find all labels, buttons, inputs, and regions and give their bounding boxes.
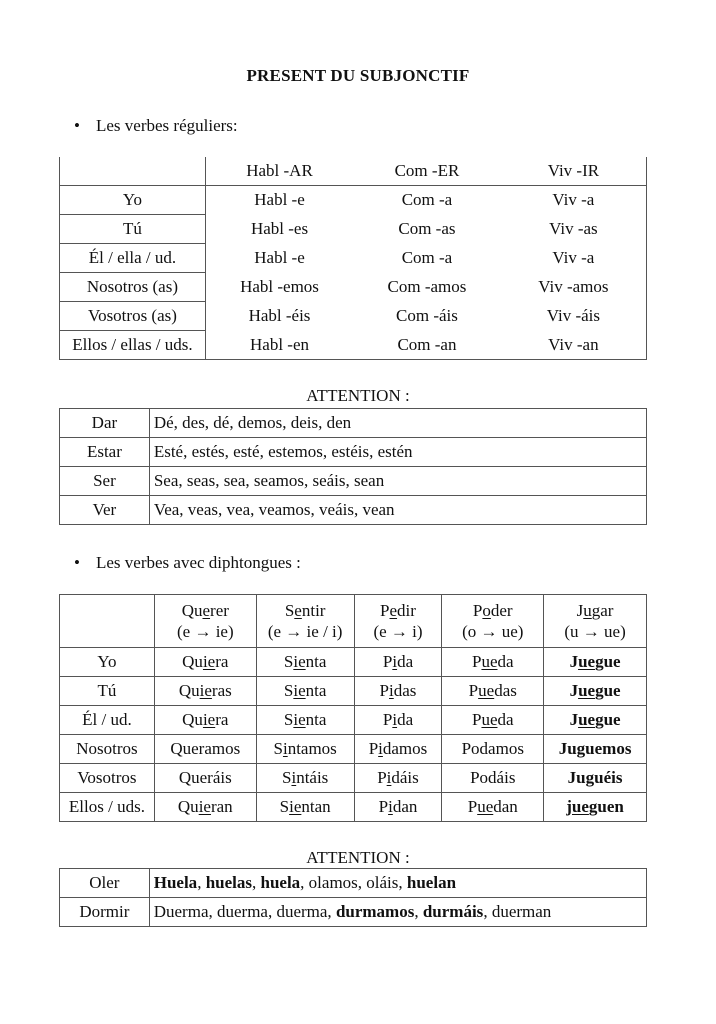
conjugation-cell <box>544 677 647 706</box>
word-part: dáis <box>391 768 419 787</box>
word-part: Qu <box>181 601 203 620</box>
conjugation-cell <box>354 677 442 706</box>
stem-vowel: e <box>294 601 302 620</box>
forms-cell: Vea, veas, vea, veamos, veáis, vean <box>149 496 646 525</box>
conjugation-cell: Com -an <box>353 331 501 360</box>
word-part: Qu <box>182 710 203 729</box>
word-part: das <box>494 681 517 700</box>
conjugation-cell: Com -a <box>401 248 453 267</box>
verb-cell: Ver <box>60 496 150 525</box>
stem-vowel: i <box>291 768 297 787</box>
word-part: P <box>377 768 387 787</box>
conjugation-cell: Habl -en <box>205 331 353 360</box>
word-part: S <box>281 768 292 787</box>
stem-change: (e → ie / i) <box>267 622 343 641</box>
stem-vowel: ue <box>578 652 596 671</box>
word-part: gue <box>595 652 621 671</box>
pronoun-cell: Él / ud. <box>60 706 155 735</box>
diphthong-verbs-table <box>59 594 647 822</box>
word-part: P <box>471 652 482 671</box>
table-row <box>60 793 647 822</box>
pronoun-cell: Ellos / ellas / uds. <box>60 331 206 360</box>
table-row <box>60 898 647 927</box>
table-corner-cell <box>60 157 206 186</box>
pronoun-cell: Ellos / uds. <box>60 793 155 822</box>
conjugation-cell: Habl -e <box>205 244 353 273</box>
conjugation-cell <box>544 706 647 735</box>
stem-vowel: i <box>386 768 392 787</box>
word-part: S <box>283 710 294 729</box>
word-part: nta <box>305 652 327 671</box>
conjugation-cell <box>354 735 442 764</box>
form-segment: , <box>197 873 206 892</box>
stem-change: (o → ue) <box>462 622 524 641</box>
conjugation-cell: Com -amos <box>387 277 467 296</box>
word-part: ras <box>211 681 232 700</box>
conjugation-cell: Viv -as <box>501 215 647 244</box>
word-part: da <box>497 710 514 729</box>
stem-vowel: u <box>583 601 592 620</box>
table-row <box>60 648 647 677</box>
word-part: dir <box>397 601 416 620</box>
form-segment: huela <box>260 873 301 892</box>
form-segment: Duerma, duerma, duerma, <box>153 902 336 921</box>
table-row <box>60 438 647 467</box>
stem-change: (u → ue) <box>564 622 626 641</box>
stem-vowel: jue <box>566 797 589 816</box>
verb-infinitive <box>261 600 350 621</box>
word-part: P <box>468 681 479 700</box>
conjugation-cell: Com -a <box>401 190 453 210</box>
table-row <box>60 496 647 525</box>
stem-vowel: ie <box>199 681 212 700</box>
word-part: der <box>490 601 513 620</box>
conjugation-cell <box>354 793 442 822</box>
word-part: ntáis <box>296 768 329 787</box>
stem-vowel: ie <box>293 652 306 671</box>
pronoun-cell: Él / ella / ud. <box>60 244 206 273</box>
table-corner-cell <box>60 595 155 648</box>
verb-cell: Ser <box>60 467 150 496</box>
verb-cell: Dormir <box>60 898 150 927</box>
verb-cell: Oler <box>60 869 150 898</box>
word-part: P <box>382 710 393 729</box>
word-part: da <box>497 652 514 671</box>
word-part: S <box>284 601 295 620</box>
word-part: J <box>576 601 584 620</box>
conjugation-cell <box>442 764 544 793</box>
conjugation-cell <box>154 764 256 793</box>
word-part: guen <box>588 797 624 816</box>
stem-vowel: ie <box>202 652 216 671</box>
conjugation-cell <box>354 764 442 793</box>
form-segment: huelan <box>406 873 457 892</box>
table-row <box>60 244 647 273</box>
forms-cell <box>149 869 646 898</box>
stem-vowel: o <box>482 601 491 620</box>
pronoun-cell: Yo <box>60 648 155 677</box>
word-part: P <box>380 601 390 620</box>
form-segment: , duerman <box>483 902 552 921</box>
table-row <box>60 467 647 496</box>
word-part: ntan <box>301 797 331 816</box>
conjugation-cell: Com -áis <box>396 306 458 325</box>
word-part: Juguéis <box>567 768 623 787</box>
form-segment: , olamos, oláis, <box>300 873 407 892</box>
form-segment: Huela <box>153 873 198 892</box>
forms-cell <box>149 898 646 927</box>
word-part: Queramos <box>170 739 241 758</box>
conjugation-cell <box>154 793 256 822</box>
regular-verbs-table <box>59 157 647 360</box>
stem-vowel: e <box>389 601 398 620</box>
table-row <box>60 302 647 331</box>
stem-vowel: ue <box>478 681 495 700</box>
table-row <box>60 677 647 706</box>
verb-infinitive <box>359 600 438 621</box>
conjugation-cell <box>442 677 544 706</box>
word-part: J <box>569 710 579 729</box>
stem-vowel: i <box>388 797 393 816</box>
word-part: J <box>569 681 579 700</box>
conjugation-cell <box>442 735 544 764</box>
verb-cell: Dar <box>60 409 150 438</box>
stem-change: (e → ie) <box>176 622 234 641</box>
table-row <box>60 869 647 898</box>
table-row <box>60 409 647 438</box>
table-row <box>60 735 647 764</box>
conjugation-cell <box>442 706 544 735</box>
conjugation-cell: Habl -es <box>205 215 353 244</box>
word-part: J <box>569 652 579 671</box>
forms-cell: Esté, estés, esté, estemos, estéis, estén <box>149 438 646 467</box>
pronoun-cell: Tú <box>60 215 206 244</box>
stem-change: (e → i) <box>373 622 423 641</box>
conjugation-cell <box>154 735 256 764</box>
conjugation-cell: Viv -a <box>501 186 647 215</box>
conjugation-cell: Viv -an <box>501 331 647 360</box>
pronoun-cell: Vosotros (as) <box>60 302 206 331</box>
section-heading-regular <box>74 116 238 136</box>
section-heading-text: Les verbes avec diphtongues : <box>96 553 301 572</box>
stem-vowel: ue <box>578 681 596 700</box>
stem-vowel: i <box>392 710 398 729</box>
word-part: da <box>397 710 414 729</box>
conjugation-cell: Habl -emos <box>205 273 353 302</box>
conjugation-cell <box>256 793 354 822</box>
word-part: Podamos <box>461 739 524 758</box>
word-part: P <box>382 652 393 671</box>
conjugation-cell <box>154 677 256 706</box>
word-part: rer <box>210 601 229 620</box>
column-header: Viv -IR <box>501 157 647 186</box>
stem-vowel: i <box>392 652 398 671</box>
conjugation-cell <box>256 648 354 677</box>
conjugation-cell: Viv -amos <box>501 273 647 302</box>
stem-vowel: e <box>202 601 211 620</box>
column-header <box>256 595 354 648</box>
word-part: Juguemos <box>558 739 632 758</box>
conjugation-cell: Com -as <box>398 219 456 238</box>
pronoun-cell: Vosotros <box>60 764 155 793</box>
form-segment: durmáis <box>422 902 484 921</box>
stem-vowel: ie <box>289 797 302 816</box>
conjugation-cell <box>544 793 647 822</box>
conjugation-cell <box>354 648 442 677</box>
column-header <box>442 595 544 648</box>
form-segment: durmamos <box>335 902 415 921</box>
bullet: • <box>74 553 80 572</box>
stem-change-verbs-table <box>59 868 647 927</box>
column-header <box>354 595 442 648</box>
column-header: Habl -AR <box>205 157 353 186</box>
attention-label: ATTENTION : <box>306 386 410 405</box>
section-heading-diphthong <box>74 553 301 573</box>
stem-vowel: i <box>389 681 394 700</box>
word-part: P <box>471 710 482 729</box>
word-part: gar <box>591 601 614 620</box>
conjugation-cell: Viv -áis <box>501 302 647 331</box>
word-part: ra <box>215 710 229 729</box>
column-header <box>154 595 256 648</box>
word-part: Podáis <box>470 768 516 787</box>
conjugation-cell <box>256 677 354 706</box>
conjugation-cell: Viv -a <box>501 244 647 273</box>
word-part: S <box>273 739 283 758</box>
verb-infinitive <box>548 600 642 621</box>
word-part: P <box>467 797 478 816</box>
verb-infinitive <box>159 600 252 621</box>
table-row <box>60 273 647 302</box>
word-part: Qu <box>182 652 203 671</box>
forms-cell: Dé, des, dé, demos, deis, den <box>149 409 646 438</box>
conjugation-cell <box>256 706 354 735</box>
conjugation-cell <box>256 764 354 793</box>
word-part: ran <box>210 797 233 816</box>
conjugation-cell <box>442 648 544 677</box>
conjugation-cell <box>154 648 256 677</box>
pronoun-cell: Tú <box>60 677 155 706</box>
pronoun-cell: Yo <box>60 186 206 215</box>
stem-vowel: ue <box>481 652 498 671</box>
page-title: PRESENT DU SUBJONCTIF <box>246 66 470 85</box>
form-segment: , <box>414 902 423 921</box>
table-row <box>60 215 647 244</box>
conjugation-cell <box>442 793 544 822</box>
word-part: dan <box>392 797 418 816</box>
irregular-verbs-table <box>59 408 647 525</box>
conjugation-cell <box>544 735 647 764</box>
stem-vowel: ie <box>293 681 306 700</box>
verb-cell: Estar <box>60 438 150 467</box>
word-part: da <box>397 652 414 671</box>
table-row <box>60 706 647 735</box>
column-header: Com -ER <box>353 157 501 186</box>
table-row <box>60 186 647 215</box>
word-part: gue <box>595 710 621 729</box>
pronoun-cell: Nosotros (as) <box>60 273 206 302</box>
word-part: nta <box>305 710 327 729</box>
conjugation-cell <box>154 706 256 735</box>
word-part: Qu <box>177 797 199 816</box>
word-part: damos <box>382 739 428 758</box>
word-part: ntamos <box>287 739 337 758</box>
stem-vowel: i <box>282 739 288 758</box>
forms-cell: Sea, seas, sea, seamos, seáis, sean <box>149 467 646 496</box>
verb-infinitive <box>446 600 539 621</box>
stem-vowel: ue <box>477 797 494 816</box>
word-part: Queráis <box>178 768 232 787</box>
word-part: S <box>279 797 290 816</box>
table-header-row <box>60 595 647 648</box>
stem-vowel: ie <box>202 710 216 729</box>
table-row <box>60 331 647 360</box>
word-part: P <box>472 601 483 620</box>
word-part: P <box>368 739 379 758</box>
word-part: Qu <box>178 681 200 700</box>
word-part: S <box>283 652 294 671</box>
word-part: nta <box>305 681 327 700</box>
column-header <box>544 595 647 648</box>
conjugation-cell <box>544 764 647 793</box>
conjugation-cell <box>256 735 354 764</box>
form-segment: , <box>251 873 261 892</box>
word-part: das <box>393 681 417 700</box>
stem-vowel: ie <box>198 797 211 816</box>
conjugation-cell <box>544 648 647 677</box>
bullet: • <box>74 116 80 135</box>
stem-vowel: i <box>378 739 383 758</box>
word-part: gue <box>595 681 621 700</box>
conjugation-cell: Habl -e <box>205 186 353 215</box>
word-part: S <box>283 681 294 700</box>
stem-vowel: ie <box>293 710 306 729</box>
form-segment: huelas <box>205 873 252 892</box>
stem-vowel: ue <box>578 710 596 729</box>
word-part: ntir <box>301 601 326 620</box>
word-part: P <box>378 797 389 816</box>
pronoun-cell: Nosotros <box>60 735 155 764</box>
conjugation-cell <box>354 706 442 735</box>
table-header-row <box>60 157 647 186</box>
section-heading-text: Les verbes réguliers: <box>96 116 238 135</box>
attention-label-2: ATTENTION : <box>306 848 410 867</box>
stem-vowel: ue <box>481 710 498 729</box>
table-row <box>60 764 647 793</box>
word-part: dan <box>493 797 518 816</box>
word-part: ra <box>215 652 229 671</box>
conjugation-cell: Habl -éis <box>205 302 353 331</box>
word-part: P <box>379 681 390 700</box>
